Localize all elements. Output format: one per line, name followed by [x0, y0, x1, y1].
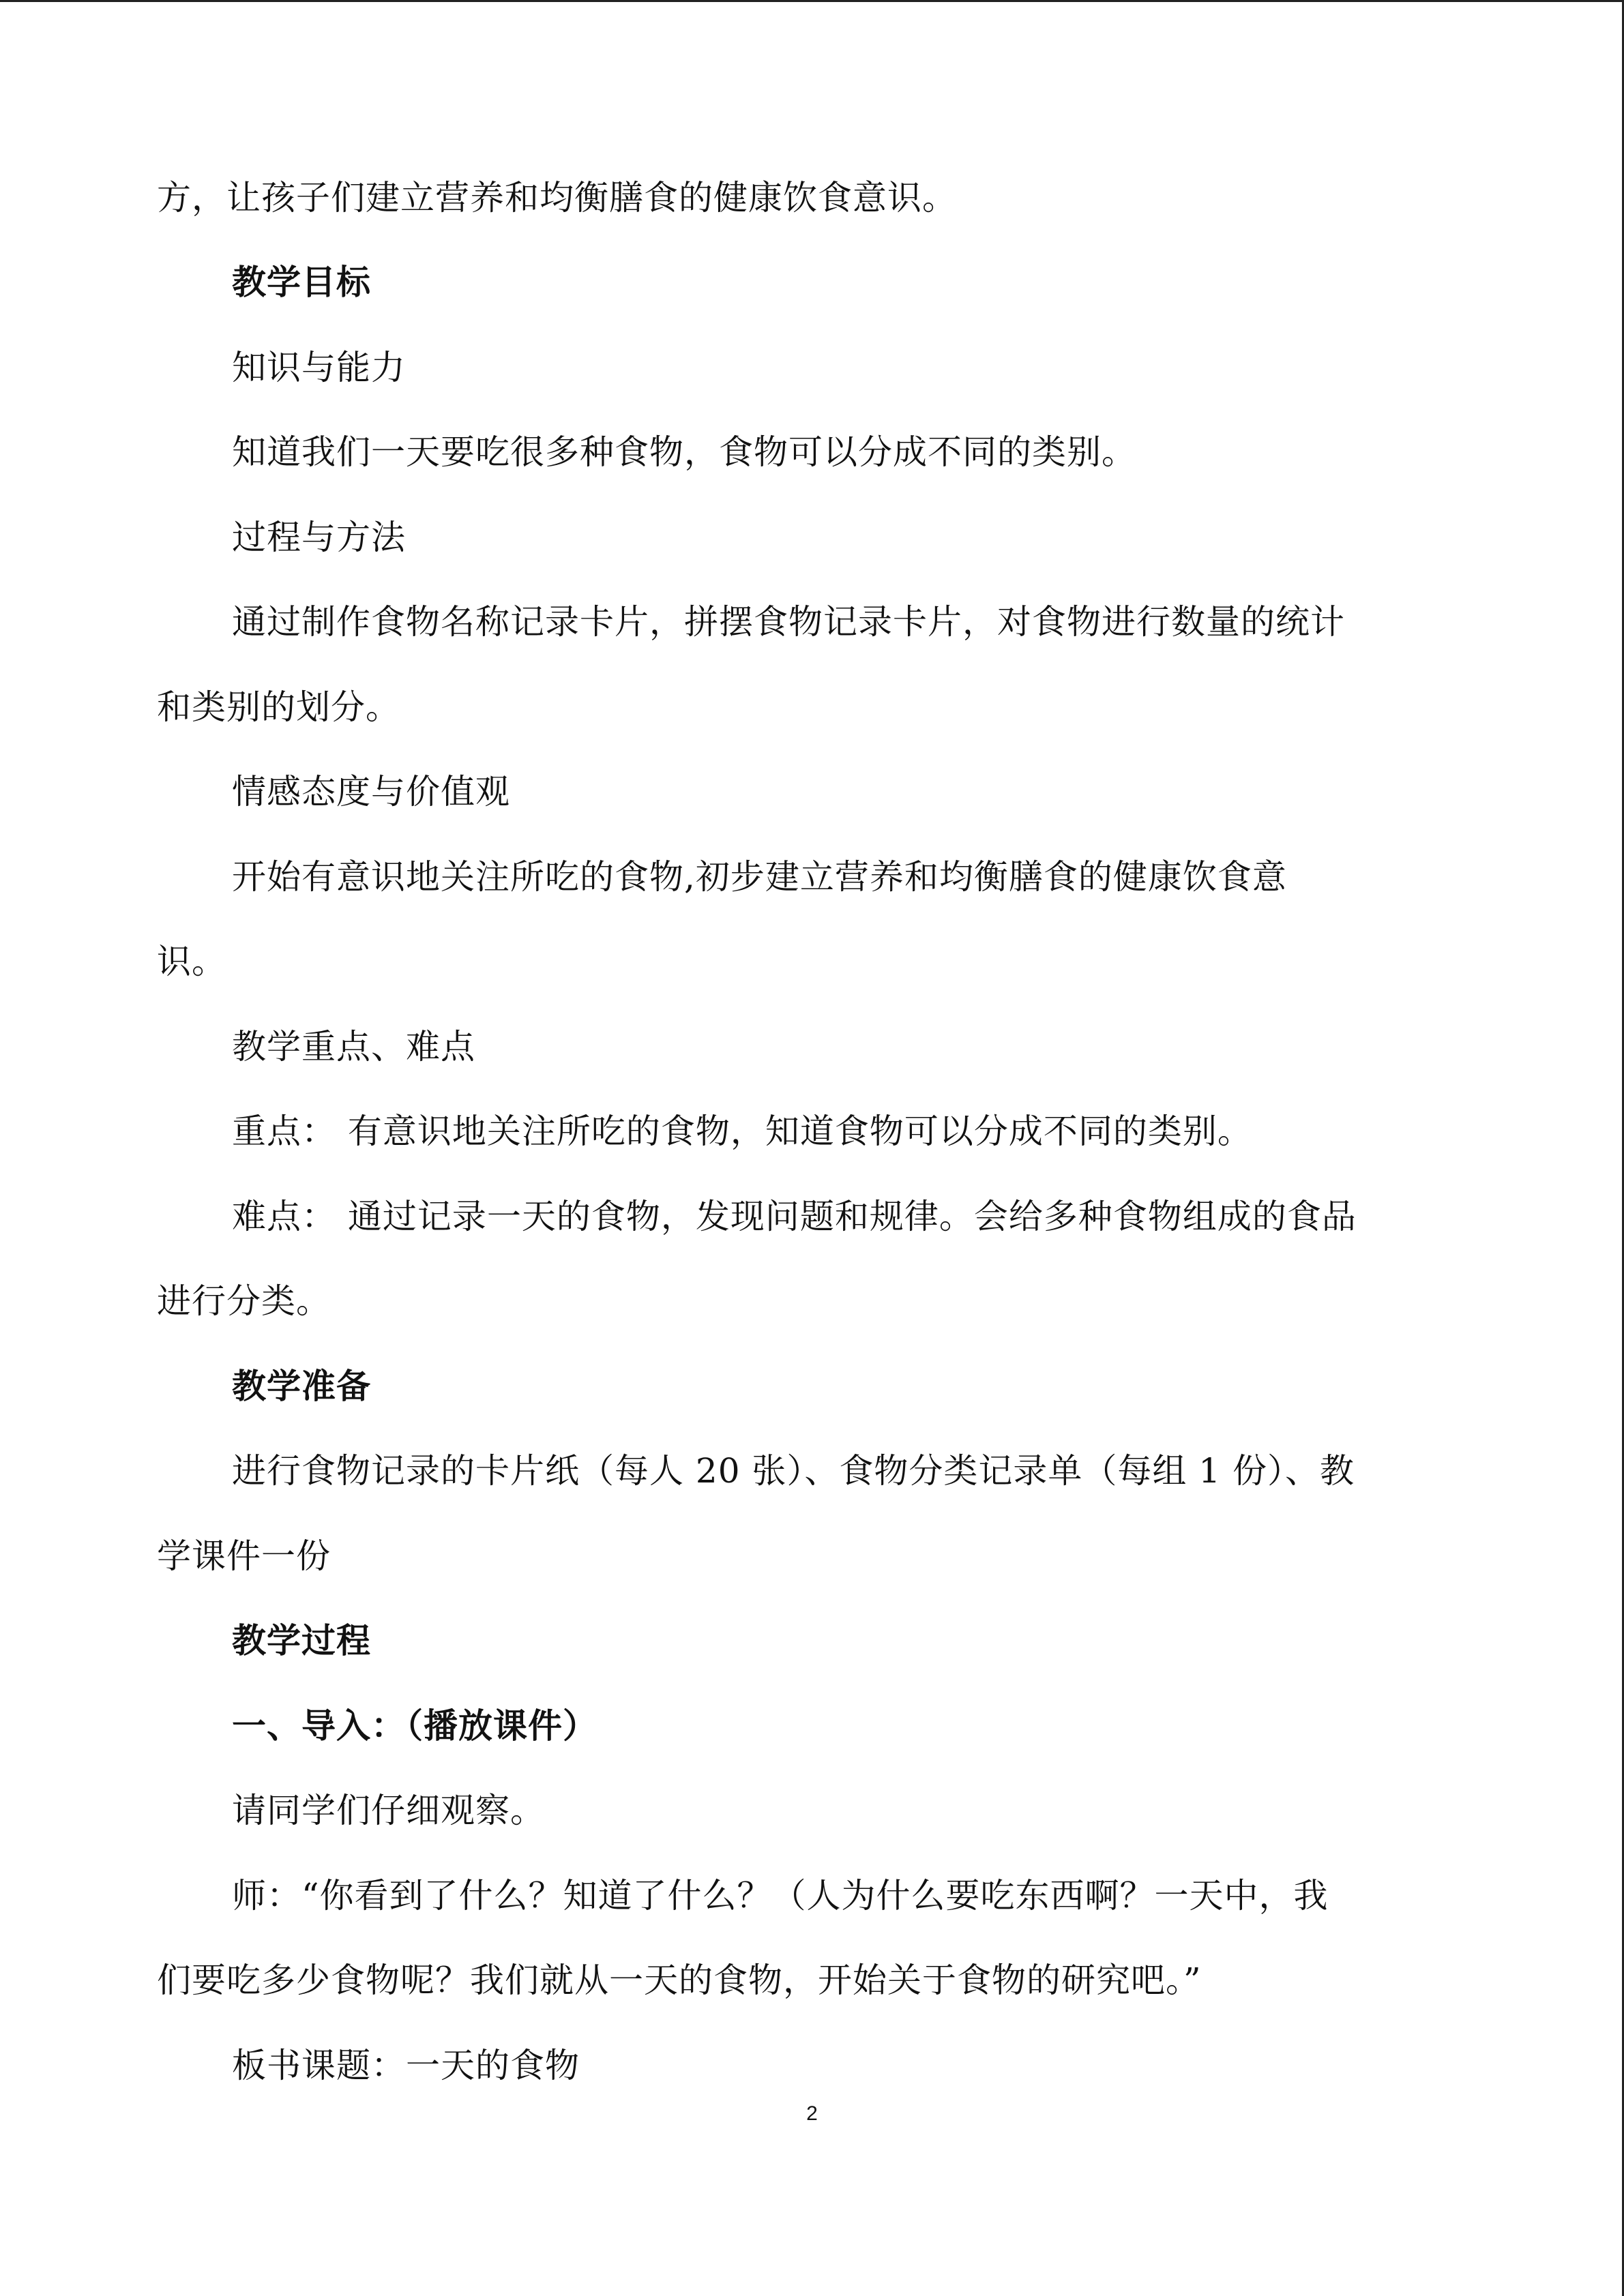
heading-introduction: 一、导入：（播放课件） [232, 1705, 597, 1746]
subheading-process: 过程与方法 [232, 518, 406, 557]
heading-teaching-process: 教学过程 [232, 1620, 371, 1660]
paragraph-difficulty: 难点： 通过记录一天的食物，发现问题和规律。会给多种食物组成的食品 [232, 1197, 1357, 1236]
paragraph-attitude: 开始有意识地关注所吃的食物,初步建立营养和均衡膳食的健康饮食意 [232, 857, 1287, 897]
paragraph-preparation: 进行食物记录的卡片纸（每人 20 张）、食物分类记录单（每组 1 份）、教 [232, 1451, 1355, 1491]
paragraph-teacher-question: 师：“你看到了什么？知道了什么？（人为什么要吃东西啊？一天中，我 [232, 1876, 1329, 1915]
paragraph-preparation-cont: 学课件一份 [157, 1536, 331, 1576]
paragraph-attitude-cont: 识。 [157, 942, 226, 981]
paragraph-observe: 请同学们仔细观察。 [232, 1791, 545, 1830]
paragraph-process: 通过制作食物名称记录卡片，拼摆食物记录卡片，对食物进行数量的统计 [232, 602, 1345, 642]
paragraph-continuation: 方，让孩子们建立营养和均衡膳食的健康饮食意识。 [157, 178, 957, 218]
paragraph-board-title: 板书课题：一天的食物 [232, 2046, 580, 2085]
subheading-knowledge: 知识与能力 [232, 348, 406, 387]
top-border [0, 0, 1624, 2]
page-number: 2 [806, 2102, 818, 2125]
heading-teaching-goals: 教学目标 [232, 262, 371, 302]
paragraph-knowledge: 知道我们一天要吃很多种食物，食物可以分成不同的类别。 [232, 432, 1136, 472]
heading-preparation: 教学准备 [232, 1366, 371, 1406]
subheading-key-points: 教学重点、难点 [232, 1027, 475, 1067]
paragraph-process-cont: 和类别的划分。 [157, 687, 400, 727]
subheading-attitude: 情感态度与价值观 [232, 772, 510, 811]
paragraph-teacher-question-cont: 们要吃多少食物呢？我们就从一天的食物，开始关于食物的研究吧。” [157, 1960, 1202, 2000]
paragraph-key-point: 重点： 有意识地关注所吃的食物，知道食物可以分成不同的类别。 [232, 1112, 1252, 1151]
paragraph-difficulty-cont: 进行分类。 [157, 1281, 331, 1321]
